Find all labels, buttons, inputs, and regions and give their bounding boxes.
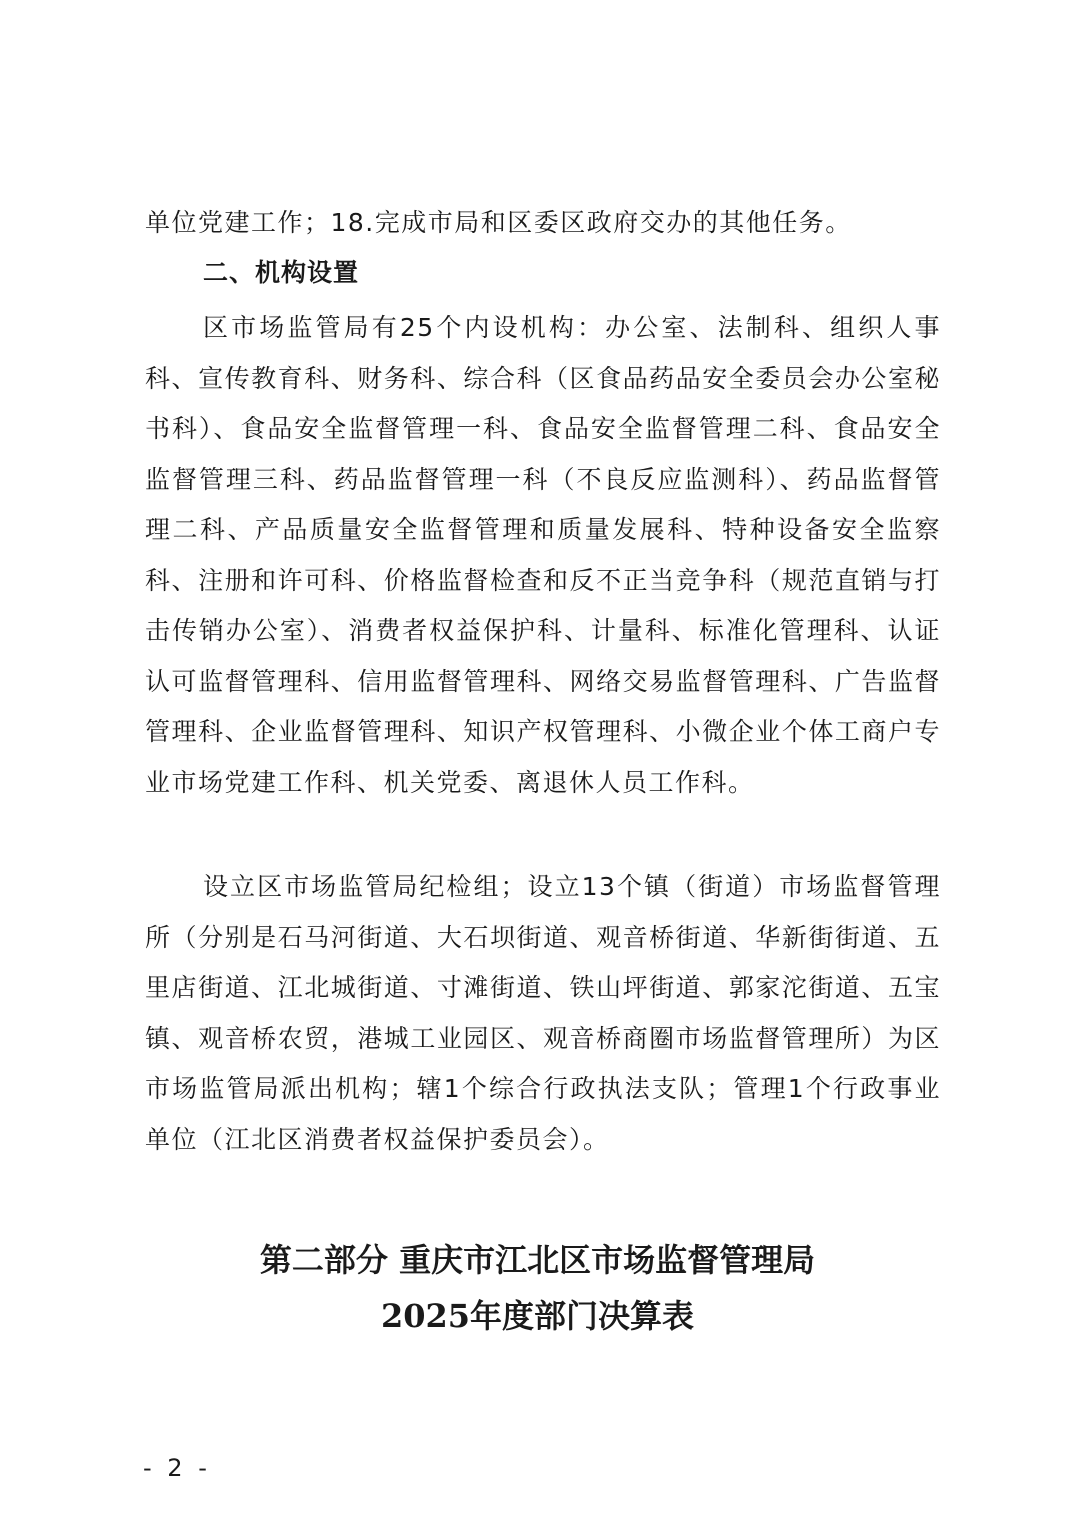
section-heading: 二、机构设置 — [203, 258, 360, 287]
part-title-line-2: 2025年度部门决算表 — [380, 1297, 695, 1335]
part-title-line-1: 第二部分 重庆市江北区市场监督管理局 — [259, 1241, 816, 1279]
branches-paragraph: 设立区市场监管局纪检组；设立13个镇（街道）市场监督管理所（分别是石马河街道、大石坝街道、观音桥街道、华新街街道、五里店街道、江北城街道、寸滩街道、铁山坪街道、郭家沱街道、五宝镇、观音桥农贸，港城工业园区、观音桥商圈市场监督管理所）为区市场监管局派出机构；辖1个综合行政执法支队；管理1个行政事业单位（江北区消费者权益保护委员会）。 — [145, 872, 941, 1154]
continuation-paragraph: 单位党建工作；18.完成市局和区委区政府交办的其他任务。 — [145, 208, 852, 237]
page-number: - 2 - — [143, 1454, 211, 1482]
departments-paragraph: 区市场监管局有25个内设机构：办公室、法制科、组织人事科、宣传教育科、财务科、综合科（区食品药品安全委员会办公室秘书科）、食品安全监督管理一科、食品安全监督管理二科、食品安全监督管理三科、药品监督管理一科（不良反应监测科）、药品监督管理二科、产品质量安全监督管理和质量发展科、特种设备安全监察科、注册和许可科、价格监督检查和反不正当竞争科（规范直销与打击传销办公室）、消费者权益保护科、计量科、标准化管理科、认证认可监督管理科、信用监督管理科、网络交易监督管理科、广告监督管理科、企业监督管理科、知识产权管理科、小微企业个体工商户专业市场党建工作科、机关党委、离退休人员工作科。 — [145, 313, 941, 797]
